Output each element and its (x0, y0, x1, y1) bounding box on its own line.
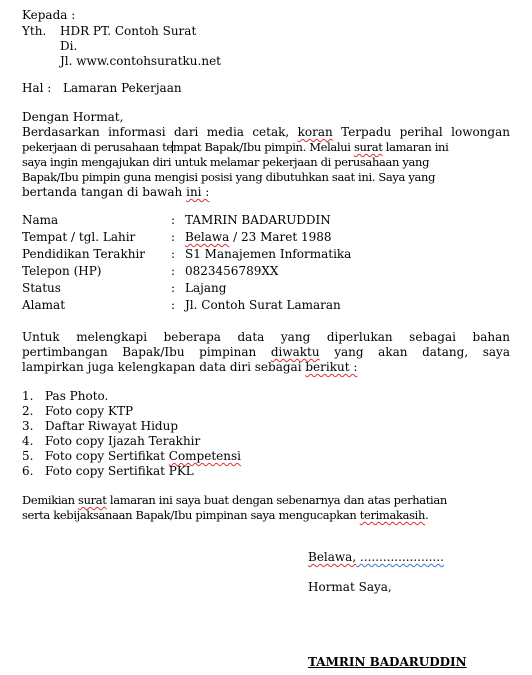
intro-line-1 (22, 125, 510, 140)
closing-text: serta kebijaksanaan Bapak/Ibu pimpinan saya mengucapkan (22, 508, 360, 522)
spell-flag-diwaktu: diwaktu (270, 345, 320, 359)
detail-value: TAMRIN BADARUDDIN (185, 213, 331, 227)
intro-text: lamaran ini (382, 140, 449, 154)
completion-text: pertimbangan Bapak/Ibu pimpinan (22, 345, 271, 359)
intro-text: pekerjaan di perusahaan te (22, 140, 173, 154)
spell-flag-belawa: Belawa (185, 230, 230, 244)
closing-line-1 (22, 493, 447, 508)
list-item: Pas Photo. (45, 389, 109, 403)
list-number: 6. (22, 464, 34, 478)
detail-label: Nama (22, 213, 59, 227)
list-item: Daftar Riwayat Hidup (45, 419, 179, 433)
completion-text: yang akan datang, saya (319, 345, 510, 359)
detail-sep: : (171, 298, 176, 312)
spell-flag-koran: koran (297, 125, 333, 139)
spell-flag-belawa: Belawa, (308, 550, 357, 564)
detail-value: S1 Manajemen Informatika (185, 247, 352, 261)
spell-flag-competensi: Competensi (168, 449, 241, 463)
detail-sep: : (171, 213, 176, 227)
detail-value: Lajang (185, 281, 227, 295)
detail-value: Jl. Contoh Surat Lamaran (185, 298, 341, 312)
list-number: 3. (22, 419, 34, 433)
spell-flag-surat: surat (353, 140, 383, 154)
recipient-address: Jl. www.contohsuratku.net (60, 54, 221, 68)
detail-sep: : (171, 281, 176, 295)
closing-text: lamaran ini saya buat dengan sebenarnya dan atas perhatian (106, 493, 447, 507)
intro-text: mpat Bapak/Ibu pimpin. Melalui (172, 140, 354, 154)
list-number: 4. (22, 434, 34, 448)
subject-value: Lamaran Pekerjaan (63, 81, 182, 95)
yth-label: Yth. (22, 24, 47, 38)
intro-text: Berdasarkan informasi dari media cetak, (22, 125, 298, 139)
list-item: Foto copy Sertifikat PKL (45, 464, 194, 478)
signature-regards: Hormat Saya, (308, 580, 392, 594)
detail-sep: : (171, 247, 176, 261)
detail-label: Pendidikan Terakhir (22, 247, 146, 261)
list-item (45, 449, 241, 464)
spell-flag-surat: surat (78, 493, 107, 507)
detail-label: Alamat (22, 298, 66, 312)
spell-flag-terimakasih: terimakasih (359, 508, 426, 522)
closing-text: . (425, 508, 429, 522)
detail-label: Tempat / tgl. Lahir (22, 230, 136, 244)
date-placeholder: ...................... (356, 550, 444, 564)
list-item: Foto copy Ijazah Terakhir (45, 434, 201, 448)
detail-sep: : (171, 264, 176, 278)
greeting: Dengan Hormat, (22, 110, 124, 124)
list-number: 2. (22, 404, 34, 418)
recipient-di: Di. (60, 39, 78, 53)
intro-line-5 (22, 185, 209, 200)
list-number: 5. (22, 449, 34, 463)
list-number: 1. (22, 389, 34, 403)
intro-line-2 (22, 140, 448, 155)
kepada-label: Kepada : (22, 8, 76, 22)
signature-name: TAMRIN BADARUDDIN (308, 655, 467, 669)
spell-flag-berikut: berikut : (305, 360, 358, 374)
closing-text: Demikian (22, 493, 79, 507)
detail-value-text: / 23 Maret 1988 (229, 230, 332, 244)
detail-value (185, 230, 332, 245)
completion-line-2 (22, 345, 510, 360)
completion-line-3 (22, 360, 357, 375)
intro-text: bertanda tangan di bawah (22, 185, 187, 199)
intro-line-4: Bapak/Ibu pimpin guna mengisi posisi yang dibutuhkan saat ini. Saya yang (22, 170, 436, 184)
detail-label: Status (22, 281, 61, 295)
completion-line-1: Untuk melengkapi beberapa data yang diperlukan sebagai bahan (22, 330, 510, 344)
detail-label: Telepon (HP) (22, 264, 102, 278)
detail-value: 0823456789XX (185, 264, 279, 278)
recipient-name: HDR PT. Contoh Surat (60, 24, 197, 38)
spell-flag-ini: ini : (186, 185, 210, 199)
completion-text: lampirkan juga kelengkapan data diri sebagai (22, 360, 306, 374)
intro-line-3: saya ingin mengajukan diri untuk melamar pekerjaan di perusahaan yang (22, 155, 430, 169)
intro-text: Terpadu perihal lowongan (332, 125, 510, 139)
detail-sep: : (171, 230, 176, 244)
list-item: Foto copy KTP (45, 404, 134, 418)
subject-label: Hal : (22, 81, 52, 95)
closing-line-2 (22, 508, 428, 523)
signature-place-date (308, 550, 444, 565)
list-item-text: Foto copy Sertifikat (45, 449, 169, 463)
